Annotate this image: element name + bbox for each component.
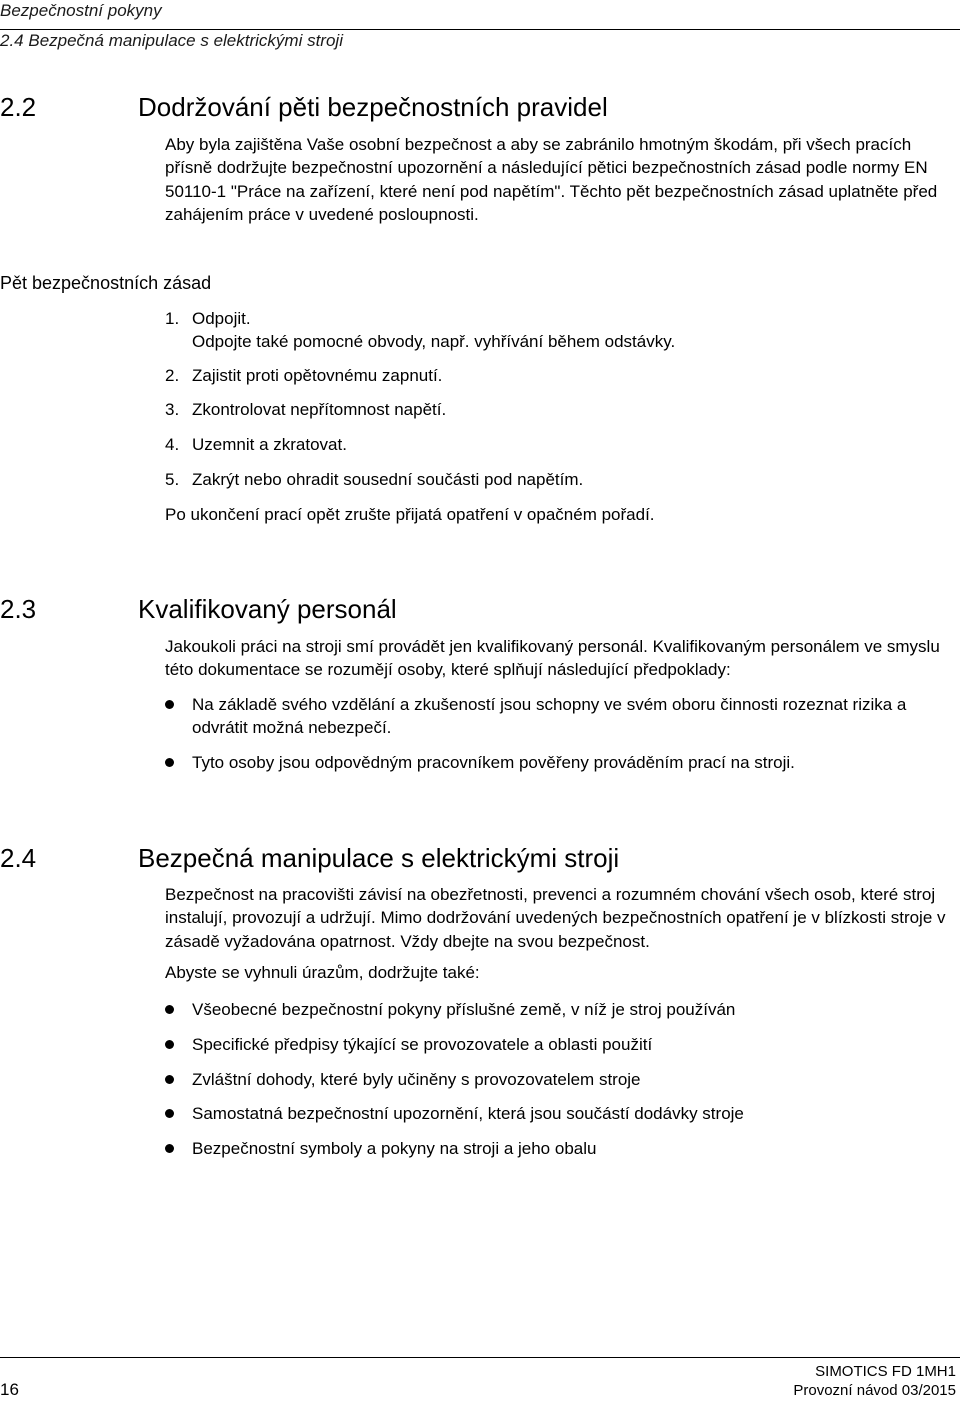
section-2-2-intro: Aby byla zajištěna Vaše osobní bezpečnost a aby se zabránilo hmotným škodám, při všech pracích přísně dodržujte bezpečnostní upozornění a následující pětici bezpečnostních zásad podle normy EN 50110-1 "Práce na zařízení, které není pod napětím". Těchto pět bezpečnostních zásad uplatněte před zahájením práce v uvedené posloupnosti.: [165, 135, 938, 224]
page-number: 16: [0, 1380, 19, 1399]
list-item-text: Zvláštní dohody, které byly učiněny s provozovatelem stroje: [192, 1070, 641, 1089]
rule-step-number: 3.: [165, 400, 180, 419]
footer-rule: [0, 1357, 960, 1358]
five-rules-subheading: Pět bezpečnostních zásad: [0, 273, 212, 293]
rules-closing-note: Po ukončení prací opět zrušte přijatá opatření v opačném pořadí.: [165, 505, 655, 524]
list-item-text: Samostatná bezpečnostní upozornění, která jsou součástí dodávky stroje: [192, 1104, 744, 1123]
header-section-title: 2.4 Bezpečná manipulace s elektrickými stroji: [0, 31, 343, 50]
bullet-icon: [165, 1005, 174, 1014]
list-item-text: Na základě svého vzdělání a zkušeností jsou schopny ve svém oboru činnosti rozeznat rizika a odvrátit možná nebezpečí.: [192, 695, 907, 738]
list-item-text: Bezpečnostní symboly a pokyny na stroji a jeho obalu: [192, 1139, 597, 1158]
section-2-4-number: 2.4: [0, 843, 37, 873]
rule-step-1: [165, 309, 251, 329]
rule-step-text: Zakrýt nebo ohradit sousední součásti pod napětím.: [192, 470, 584, 489]
list-item-text: Tyto osoby jsou odpovědným pracovníkem pověřeny prováděním prací na stroji.: [192, 753, 795, 772]
list-item-text: Všeobecné bezpečnostní pokyny příslušné země, v níž je stroj používán: [192, 1000, 736, 1019]
rule-step-5: [165, 470, 583, 490]
list-item: [165, 1068, 960, 1091]
list-item: [165, 693, 960, 740]
bullet-icon: [165, 758, 174, 767]
list-item: [165, 1033, 960, 1056]
list-item-text: Specifické předpisy týkající se provozovatele a oblasti použití: [192, 1035, 653, 1054]
bullet-icon: [165, 1144, 174, 1153]
rule-step-3: [165, 400, 446, 420]
footer-product: SIMOTICS FD 1MH1: [815, 1363, 956, 1380]
section-2-3-number: 2.3: [0, 594, 37, 624]
bullet-icon: [165, 700, 174, 709]
rule-step-number: 4.: [165, 435, 180, 454]
rule-step-text: Odpojit.: [192, 309, 251, 328]
header-rule: [0, 29, 960, 30]
rule-step-text: Zkontrolovat nepřítomnost napětí.: [192, 400, 447, 419]
rule-step-1-note: Odpojte také pomocné obvody, např. vyhřívání během odstávky.: [192, 332, 676, 351]
list-item: [165, 751, 960, 774]
section-2-3-title: Kvalifikovaný personál: [138, 594, 397, 624]
list-item: [165, 1137, 960, 1160]
rule-step-number: 1.: [165, 309, 180, 328]
rule-step-2: [165, 366, 442, 386]
list-item: [165, 998, 960, 1021]
section-2-4-intro: Bezpečnost na pracovišti závisí na obezřetnosti, prevenci a rozumném chování všech osob, které stroj instalují, provozují a udržují. Mimo dodržování uvedených bezpečnostních opatření je v blízkosti stroje v zásadě vyžadována opatrnost. Vždy dbejte na svou bezpečnost.: [165, 885, 946, 951]
section-2-4-title: Bezpečná manipulace s elektrickými stroji: [138, 843, 620, 873]
rule-step-number: 2.: [165, 366, 180, 385]
list-item: [165, 1102, 960, 1125]
section-2-3-intro: Jakoukoli práci na stroji smí provádět jen kvalifikovaný personál. Kvalifikovaným personálem ve smyslu této dokumentace se rozumějí osoby, které splňují následující předpoklady:: [165, 637, 940, 680]
section-2-4-lead: Abyste se vyhnuli úrazům, dodržujte také:: [165, 963, 480, 982]
header-chapter-title: Bezpečnostní pokyny: [0, 1, 162, 20]
footer-manual: Provozní návod 03/2015: [793, 1382, 956, 1399]
section-2-2-number: 2.2: [0, 92, 37, 122]
bullet-icon: [165, 1075, 174, 1084]
rule-step-number: 5.: [165, 470, 180, 489]
bullet-icon: [165, 1040, 174, 1049]
rule-step-text: Zajistit proti opětovnému zapnutí.: [192, 366, 443, 385]
section-2-2-title: Dodržování pěti bezpečnostních pravidel: [138, 92, 608, 122]
rule-step-text: Uzemnit a zkratovat.: [192, 435, 347, 454]
bullet-icon: [165, 1109, 174, 1118]
rule-step-4: [165, 435, 347, 455]
